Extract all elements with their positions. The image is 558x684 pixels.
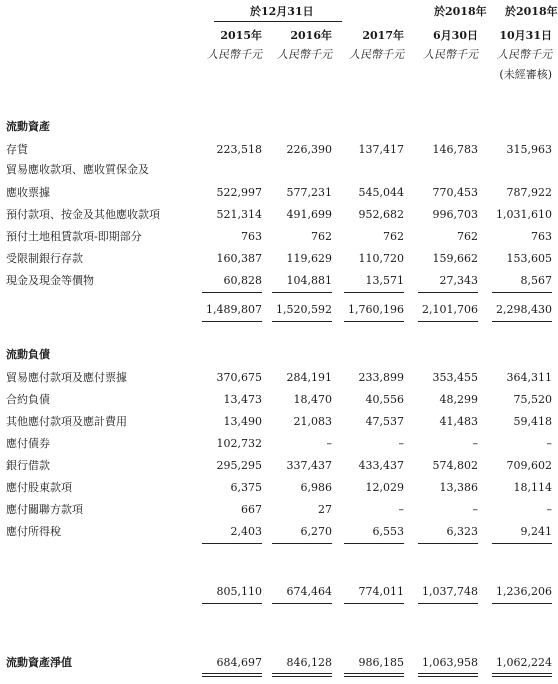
net-double-underline: [418, 673, 478, 677]
cell-oct31: 787,922: [506, 186, 552, 199]
header-group-2018-oct: 於2018年: [505, 5, 558, 18]
cell-2016: 21,083: [293, 415, 332, 428]
row-label: 應付股東款項: [6, 481, 72, 494]
cell-2016: 27: [318, 503, 332, 516]
row-label: 應付債券: [6, 437, 50, 450]
cell-2016: 577,231: [286, 186, 332, 199]
cell-2015: 60,828: [223, 274, 262, 287]
row-label: 貿易應付款項及應付票據: [6, 371, 127, 384]
header-group-line: [214, 21, 342, 22]
cell-jun30: 159,662: [432, 252, 478, 265]
cell-2017: 433,437: [358, 459, 404, 472]
header-unit-2016: 人民幣千元: [277, 48, 332, 61]
cell-jun30: 996,703: [432, 208, 478, 221]
cell-2017: 13,571: [365, 274, 404, 287]
cell-2017: 40,556: [365, 393, 404, 406]
current-liabilities-title: 流動負債: [6, 348, 50, 361]
cell-jun30: 762: [457, 230, 478, 243]
cell-2016: 762: [311, 230, 332, 243]
subtotal-underline: [202, 292, 262, 293]
total-underline: [344, 603, 404, 604]
total-underline: [418, 603, 478, 604]
cell-oct31: 153,605: [506, 252, 552, 265]
cell-jun30: 6,323: [446, 525, 478, 538]
cell-2015: 160,387: [216, 252, 262, 265]
cell-2015: 13,490: [223, 415, 262, 428]
net-double-underline: [344, 673, 404, 677]
cell-2015: 223,518: [216, 143, 262, 156]
cell-oct31: –: [546, 437, 552, 450]
cell-jun30: 48,299: [439, 393, 478, 406]
cell-oct31: 315,963: [506, 143, 552, 156]
row-label: 存貨: [6, 143, 28, 156]
cell-2017: 952,682: [358, 208, 404, 221]
cell-oct31: 59,418: [513, 415, 552, 428]
header-col-2016: 2016年: [290, 29, 332, 42]
row-label: 受限制銀行存款: [6, 252, 83, 265]
subtotal-underline: [492, 292, 552, 293]
subtotal-underline: [344, 292, 404, 293]
row-label: 其他應付款項及應計費用: [6, 415, 127, 428]
cell-2016: 119,629: [286, 252, 332, 265]
cell-2017: 545,044: [358, 186, 404, 199]
cell-2015: 6,375: [230, 481, 262, 494]
liabilities-total-2017: 774,011: [358, 585, 404, 598]
cell-jun30: 27,343: [439, 274, 478, 287]
subtotal-underline: [492, 543, 552, 544]
cell-2016: 18,470: [293, 393, 332, 406]
cell-2016: 337,437: [286, 459, 332, 472]
total-underline: [344, 321, 404, 322]
cell-2016: 284,191: [286, 371, 332, 384]
row-label: 貿易應收款項、應收質保金及: [6, 163, 149, 176]
row-label: 應付所得稅: [6, 525, 61, 538]
net-current-assets-label: 流動資產淨值: [6, 656, 72, 669]
cell-oct31: 18,114: [513, 481, 552, 494]
current-assets-title: 流動資產: [6, 120, 50, 133]
net-double-underline: [202, 673, 262, 677]
cell-jun30: 146,783: [432, 143, 478, 156]
cell-2016: 226,390: [286, 143, 332, 156]
cell-jun30: –: [472, 437, 478, 450]
cell-2015: 102,732: [216, 437, 262, 450]
cell-2016: 491,699: [286, 208, 332, 221]
cell-2015: 667: [241, 503, 262, 516]
cell-2017: –: [398, 503, 404, 516]
subtotal-underline: [418, 543, 478, 544]
liabilities-total-jun30: 1,037,748: [422, 585, 478, 598]
subtotal-underline: [272, 543, 332, 544]
net-2015: 684,697: [216, 656, 262, 669]
row-label: 應收票據: [6, 186, 50, 199]
subtotal-underline: [202, 543, 262, 544]
row-label: 預付款項、按金及其他應收款項: [6, 208, 160, 221]
assets-total-jun30: 2,101,706: [422, 303, 478, 316]
header-unit-oct31: 人民幣千元: [497, 48, 552, 61]
cell-oct31: 364,311: [506, 371, 552, 384]
cell-2017: 762: [383, 230, 404, 243]
cell-2015: 370,675: [216, 371, 262, 384]
header-group-dec31: 於12月31日: [250, 5, 314, 18]
header-unit-2017: 人民幣千元: [349, 48, 404, 61]
liabilities-total-2016: 674,464: [286, 585, 332, 598]
cell-oct31: 709,602: [506, 459, 552, 472]
cell-2017: 110,720: [358, 252, 404, 265]
header-unaudited: (未經審核): [499, 68, 552, 81]
cell-jun30: 770,453: [432, 186, 478, 199]
cell-oct31: 1,031,610: [496, 208, 552, 221]
header-col-2017: 2017年: [362, 29, 404, 42]
total-underline: [492, 603, 552, 604]
cell-oct31: –: [546, 503, 552, 516]
cell-2016: –: [326, 437, 332, 450]
cell-oct31: 763: [531, 230, 552, 243]
cell-2015: 13,473: [223, 393, 262, 406]
cell-2016: 6,986: [300, 481, 332, 494]
total-underline: [272, 603, 332, 604]
cell-2017: 12,029: [365, 481, 404, 494]
net-double-underline: [492, 673, 552, 677]
assets-total-2015: 1,489,807: [206, 303, 262, 316]
net-double-underline: [272, 673, 332, 677]
total-underline: [202, 603, 262, 604]
subtotal-underline: [272, 292, 332, 293]
cell-2017: 47,537: [365, 415, 404, 428]
row-label: 合約負債: [6, 393, 50, 406]
cell-2017: –: [398, 437, 404, 450]
assets-total-2017: 1,760,196: [348, 303, 404, 316]
subtotal-underline: [418, 292, 478, 293]
cell-2017: 233,899: [358, 371, 404, 384]
cell-2015: 521,314: [216, 208, 262, 221]
cell-2017: 6,553: [372, 525, 404, 538]
cell-oct31: 9,241: [520, 525, 552, 538]
cell-2017: 137,417: [358, 143, 404, 156]
total-underline: [492, 321, 552, 322]
header-col-2015: 2015年: [220, 29, 262, 42]
row-label: 預付土地租賃款項-即期部分: [6, 230, 142, 243]
total-underline: [418, 321, 478, 322]
assets-total-oct31: 2,298,430: [496, 303, 552, 316]
cell-2015: 295,295: [216, 459, 262, 472]
cell-2015: 522,997: [216, 186, 262, 199]
net-2016: 846,128: [286, 656, 332, 669]
header-group-2018-jun: 於2018年: [434, 5, 487, 18]
header-col-jun30: 6月30日: [433, 29, 478, 42]
cell-jun30: 41,483: [439, 415, 478, 428]
liabilities-total-oct31: 1,236,206: [496, 585, 552, 598]
row-label: 現金及現金等價物: [6, 274, 94, 287]
total-underline: [272, 321, 332, 322]
subtotal-underline: [344, 543, 404, 544]
row-label: 應付關聯方款項: [6, 503, 83, 516]
header-unit-2015: 人民幣千元: [207, 48, 262, 61]
assets-total-2016: 1,520,592: [276, 303, 332, 316]
net-2017: 986,185: [358, 656, 404, 669]
cell-jun30: –: [472, 503, 478, 516]
header-unit-jun30: 人民幣千元: [423, 48, 478, 61]
cell-jun30: 353,455: [432, 371, 478, 384]
cell-oct31: 75,520: [513, 393, 552, 406]
cell-jun30: 13,386: [439, 481, 478, 494]
row-label: 銀行借款: [6, 459, 50, 472]
cell-2016: 104,881: [286, 274, 332, 287]
cell-jun30: 574,802: [432, 459, 478, 472]
cell-oct31: 8,567: [520, 274, 552, 287]
net-jun30: 1,063,958: [422, 656, 478, 669]
cell-2016: 6,270: [300, 525, 332, 538]
liabilities-total-2015: 805,110: [216, 585, 262, 598]
cell-2015: 2,403: [230, 525, 262, 538]
total-underline: [202, 321, 262, 322]
net-oct31: 1,062,224: [496, 656, 552, 669]
header-col-oct31: 10月31日: [499, 29, 552, 42]
cell-2015: 763: [241, 230, 262, 243]
